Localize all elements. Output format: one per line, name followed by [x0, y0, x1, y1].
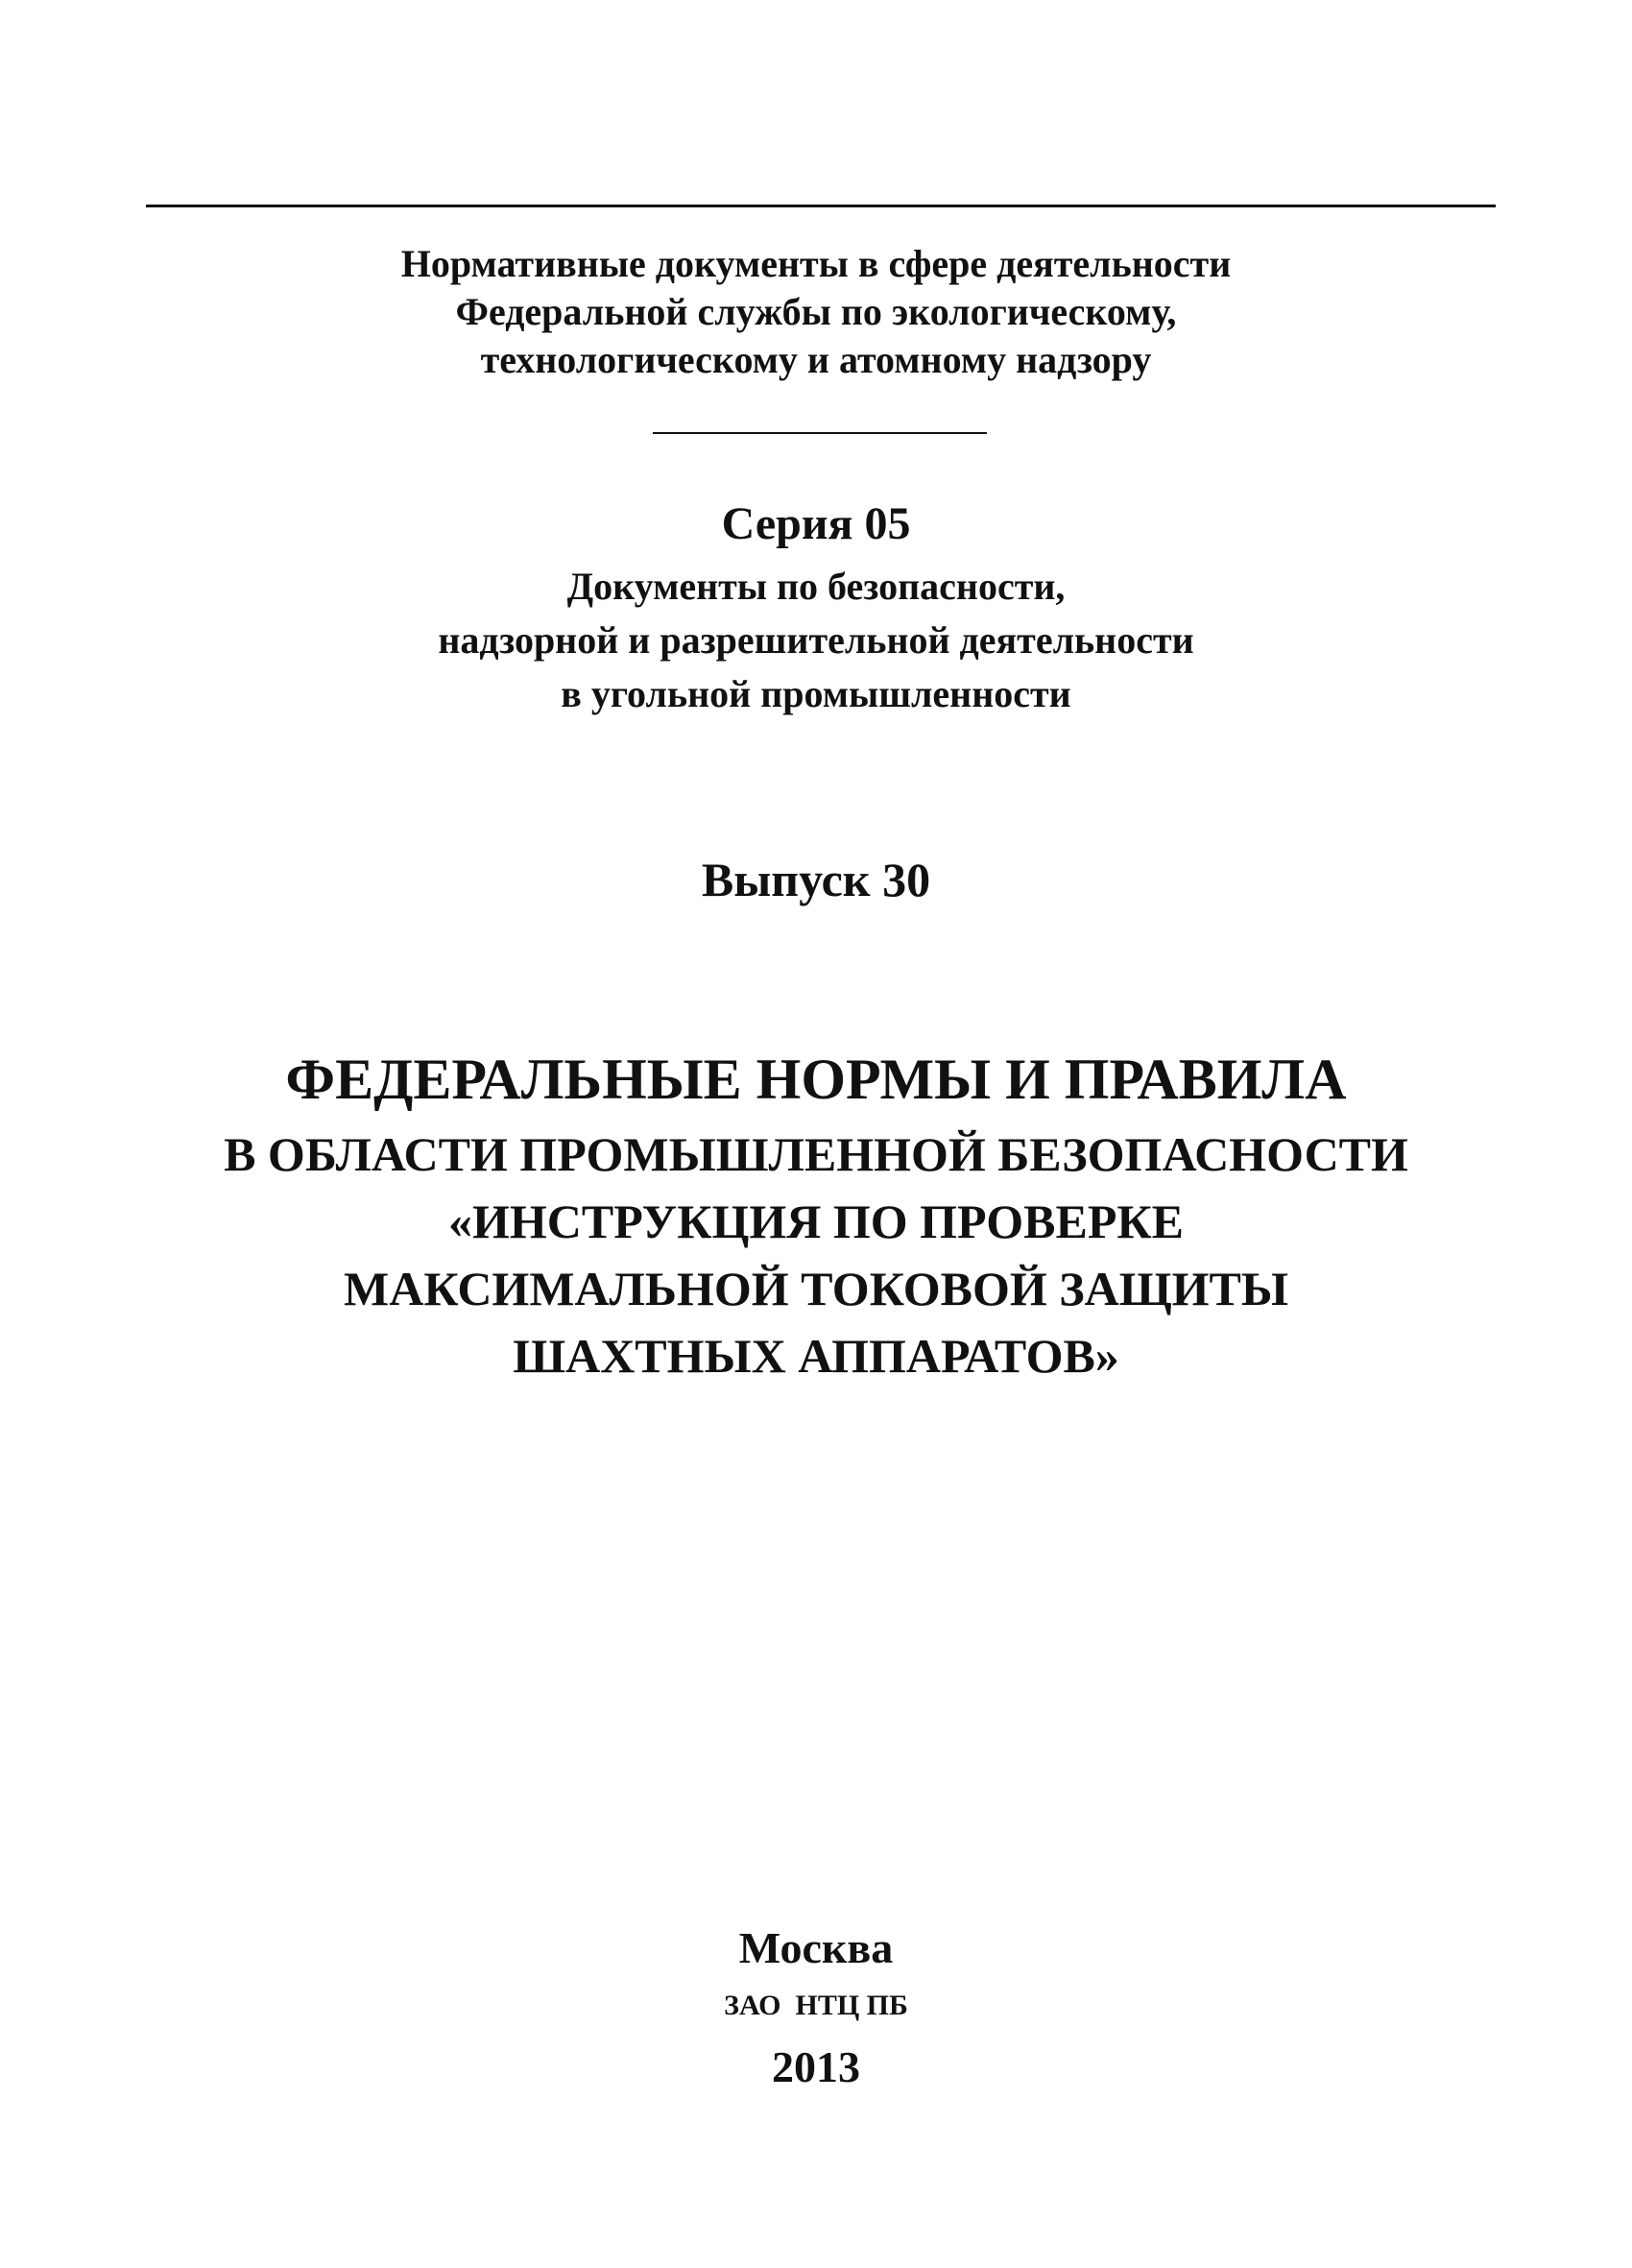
imprint-year-text: 2013 — [772, 2042, 860, 2091]
main-title-line: ФЕДЕРАЛЬНЫЕ НОРМЫ И ПРАВИЛА — [285, 1048, 1347, 1111]
main-title-heading — [0, 1045, 1632, 1114]
issue-number-text: Выпуск 30 — [701, 853, 931, 906]
series-description-line: надзорной и разрешительной деятельности — [438, 618, 1194, 662]
main-title-line: МАКСИМАЛЬНОЙ ТОКОВОЙ ЗАЩИТЫ — [344, 1262, 1288, 1315]
series-title — [0, 495, 1632, 553]
series-description-line: в угольной промышленности — [561, 672, 1071, 715]
series-title-text: Серия 05 — [721, 498, 911, 549]
main-title-line: ШАХТНЫХ АППАРАТОВ» — [513, 1329, 1119, 1383]
main-title-line: В ОБЛАСТИ ПРОМЫШЛЕННОЙ БЕЗОПАСНОСТИ — [224, 1127, 1408, 1181]
top-divider — [146, 205, 1496, 207]
agency-header — [0, 240, 1632, 384]
agency-header-line: Федеральной службы по экологическому, — [455, 290, 1177, 333]
series-description — [0, 560, 1632, 721]
imprint-city — [0, 1920, 1632, 1976]
main-title-body — [0, 1121, 1632, 1389]
imprint-year — [0, 2039, 1632, 2095]
header-divider — [653, 432, 987, 434]
imprint-publisher-text: ЗАО НТЦ ПБ — [724, 1990, 908, 2021]
main-title-line: «ИНСТРУКЦИЯ ПО ПРОВЕРКЕ — [447, 1194, 1185, 1248]
agency-header-line: технологическому и атомному надзору — [480, 338, 1152, 381]
imprint-city-text: Москва — [738, 1923, 894, 1972]
series-description-line: Документы по безопасности, — [566, 565, 1066, 608]
issue-number — [0, 849, 1632, 910]
imprint-publisher — [0, 1987, 1632, 2025]
agency-header-line: Нормативные документы в сфере деятельности — [400, 242, 1232, 285]
